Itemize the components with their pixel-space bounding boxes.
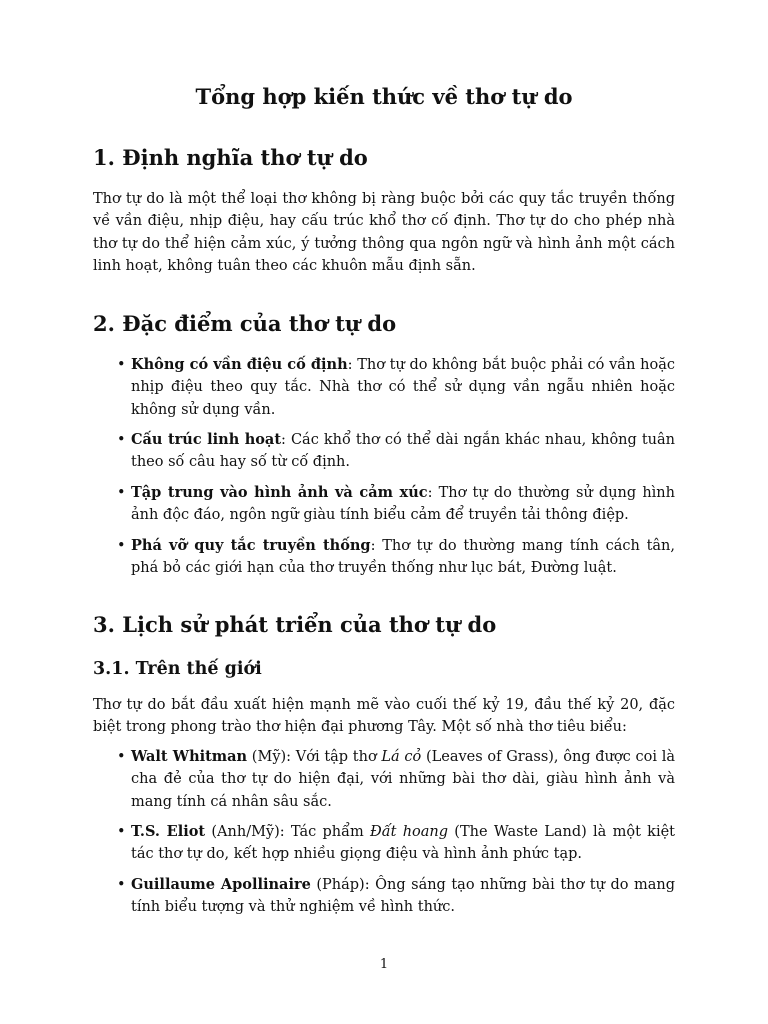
item-term: Phá vỡ quy tắc truyền thống [131, 536, 371, 554]
page-number: 1 [379, 957, 389, 972]
list-item: • Guillaume Apollinaire (Pháp): Ông sáng tạo những bài thơ tự do mang tính biểu tượng và thử nghiệm về hình thức. [117, 876, 675, 916]
poet-name: Guillaume Apollinaire [131, 876, 311, 894]
item-text: : Thơ tự do thường sử dụng hình ảnh độc đáo, ngôn ngữ giàu tính biểu cảm để truyền tải thông điệp. [131, 485, 675, 524]
item-text: : Các khổ thơ có thể dài ngắn khác nhau, không tuân theo số câu hay số từ cố định. [131, 432, 675, 471]
item-text: : Thơ tự do thường mang tính cách tân, phá bỏ các giới hạn của thơ truyền thống như lục bát, Đường luật. [131, 537, 675, 577]
item-text: : Thơ tự do không bắt buộc phải có vần hoặc nhịp điệu theo quy tắc. Nhà thơ có thể sử dụng vần ngẫu nhiên hoặc không sử dụng vần. [131, 357, 675, 418]
poet-name: T.S. Eliot [131, 823, 206, 841]
bullet-icon: • [117, 824, 126, 841]
bullet-icon: • [117, 357, 126, 373]
section-3-1-paragraph: Thơ tự do bắt đầu xuất hiện mạnh mẽ vào cuối thế kỷ 19, đầu thế kỷ 20, đặc biệt trong phong trào thơ hiện đại phương Tây. Một số nhà thơ tiêu biểu: [93, 697, 675, 736]
section-3-1-list [93, 746, 675, 927]
section-1-paragraph: Thơ tự do là một thể loại thơ không bị ràng buộc bởi các quy tắc truyền thống về vần điệu, nhịp điệu, hay cấu trúc khổ thơ cố định. Thơ tự do cho phép nhà thơ tự do thể hiện cảm xúc, ý tưởng thông qua ngôn ngữ và hình ảnh một cách linh hoạt, không tuân theo các khuôn mẫu định sẵn. [93, 191, 675, 274]
item-term: Cấu trúc linh hoạt [131, 431, 282, 449]
document-title: Tổng hợp kiến thức về thơ tự do [195, 84, 573, 109]
section-1-heading: 1. Định nghĩa thơ tự do [93, 145, 368, 170]
list-item [93, 354, 675, 421]
list-item [93, 535, 675, 580]
bullet-icon: • [117, 877, 126, 894]
list-item [93, 482, 675, 527]
section-3-heading: 3. Lịch sử phát triển của thơ tự do [93, 612, 497, 637]
section-3-1-heading: 3.1. Trên thế giới [93, 659, 262, 679]
bullet-icon: • [117, 749, 126, 765]
bullet-icon: • [117, 432, 126, 449]
list-item: • T.S. Eliot (Anh/Mỹ): Tác phẩm Đất hoang (The Waste Land) là một kiệt tác thơ tự do, kết hợp nhiều giọng điệu và hình ảnh phức tạp. [117, 823, 675, 863]
section-2-list [93, 354, 675, 588]
work-title: Lá cỏ [381, 749, 422, 765]
item-term: Tập trung vào hình ảnh và cảm xúc [131, 484, 428, 502]
work-title: Đất hoang [370, 824, 449, 841]
list-item: • Walt Whitman (Mỹ): Với tập thơ Lá cỏ (Leaves of Grass), ông được coi là cha đẻ của thơ tự do hiện đại, với những bài thơ dài, giàu hình ảnh và mang tính cá nhân sâu sắc. [117, 748, 675, 810]
poet-name: Walt Whitman [131, 748, 248, 765]
list-item [93, 429, 675, 474]
section-2-heading: 2. Đặc điểm của thơ tự do [93, 311, 397, 336]
item-term: Không có vần điệu cố định [131, 356, 348, 373]
bullet-icon: • [117, 537, 126, 554]
bullet-icon: • [117, 485, 126, 502]
